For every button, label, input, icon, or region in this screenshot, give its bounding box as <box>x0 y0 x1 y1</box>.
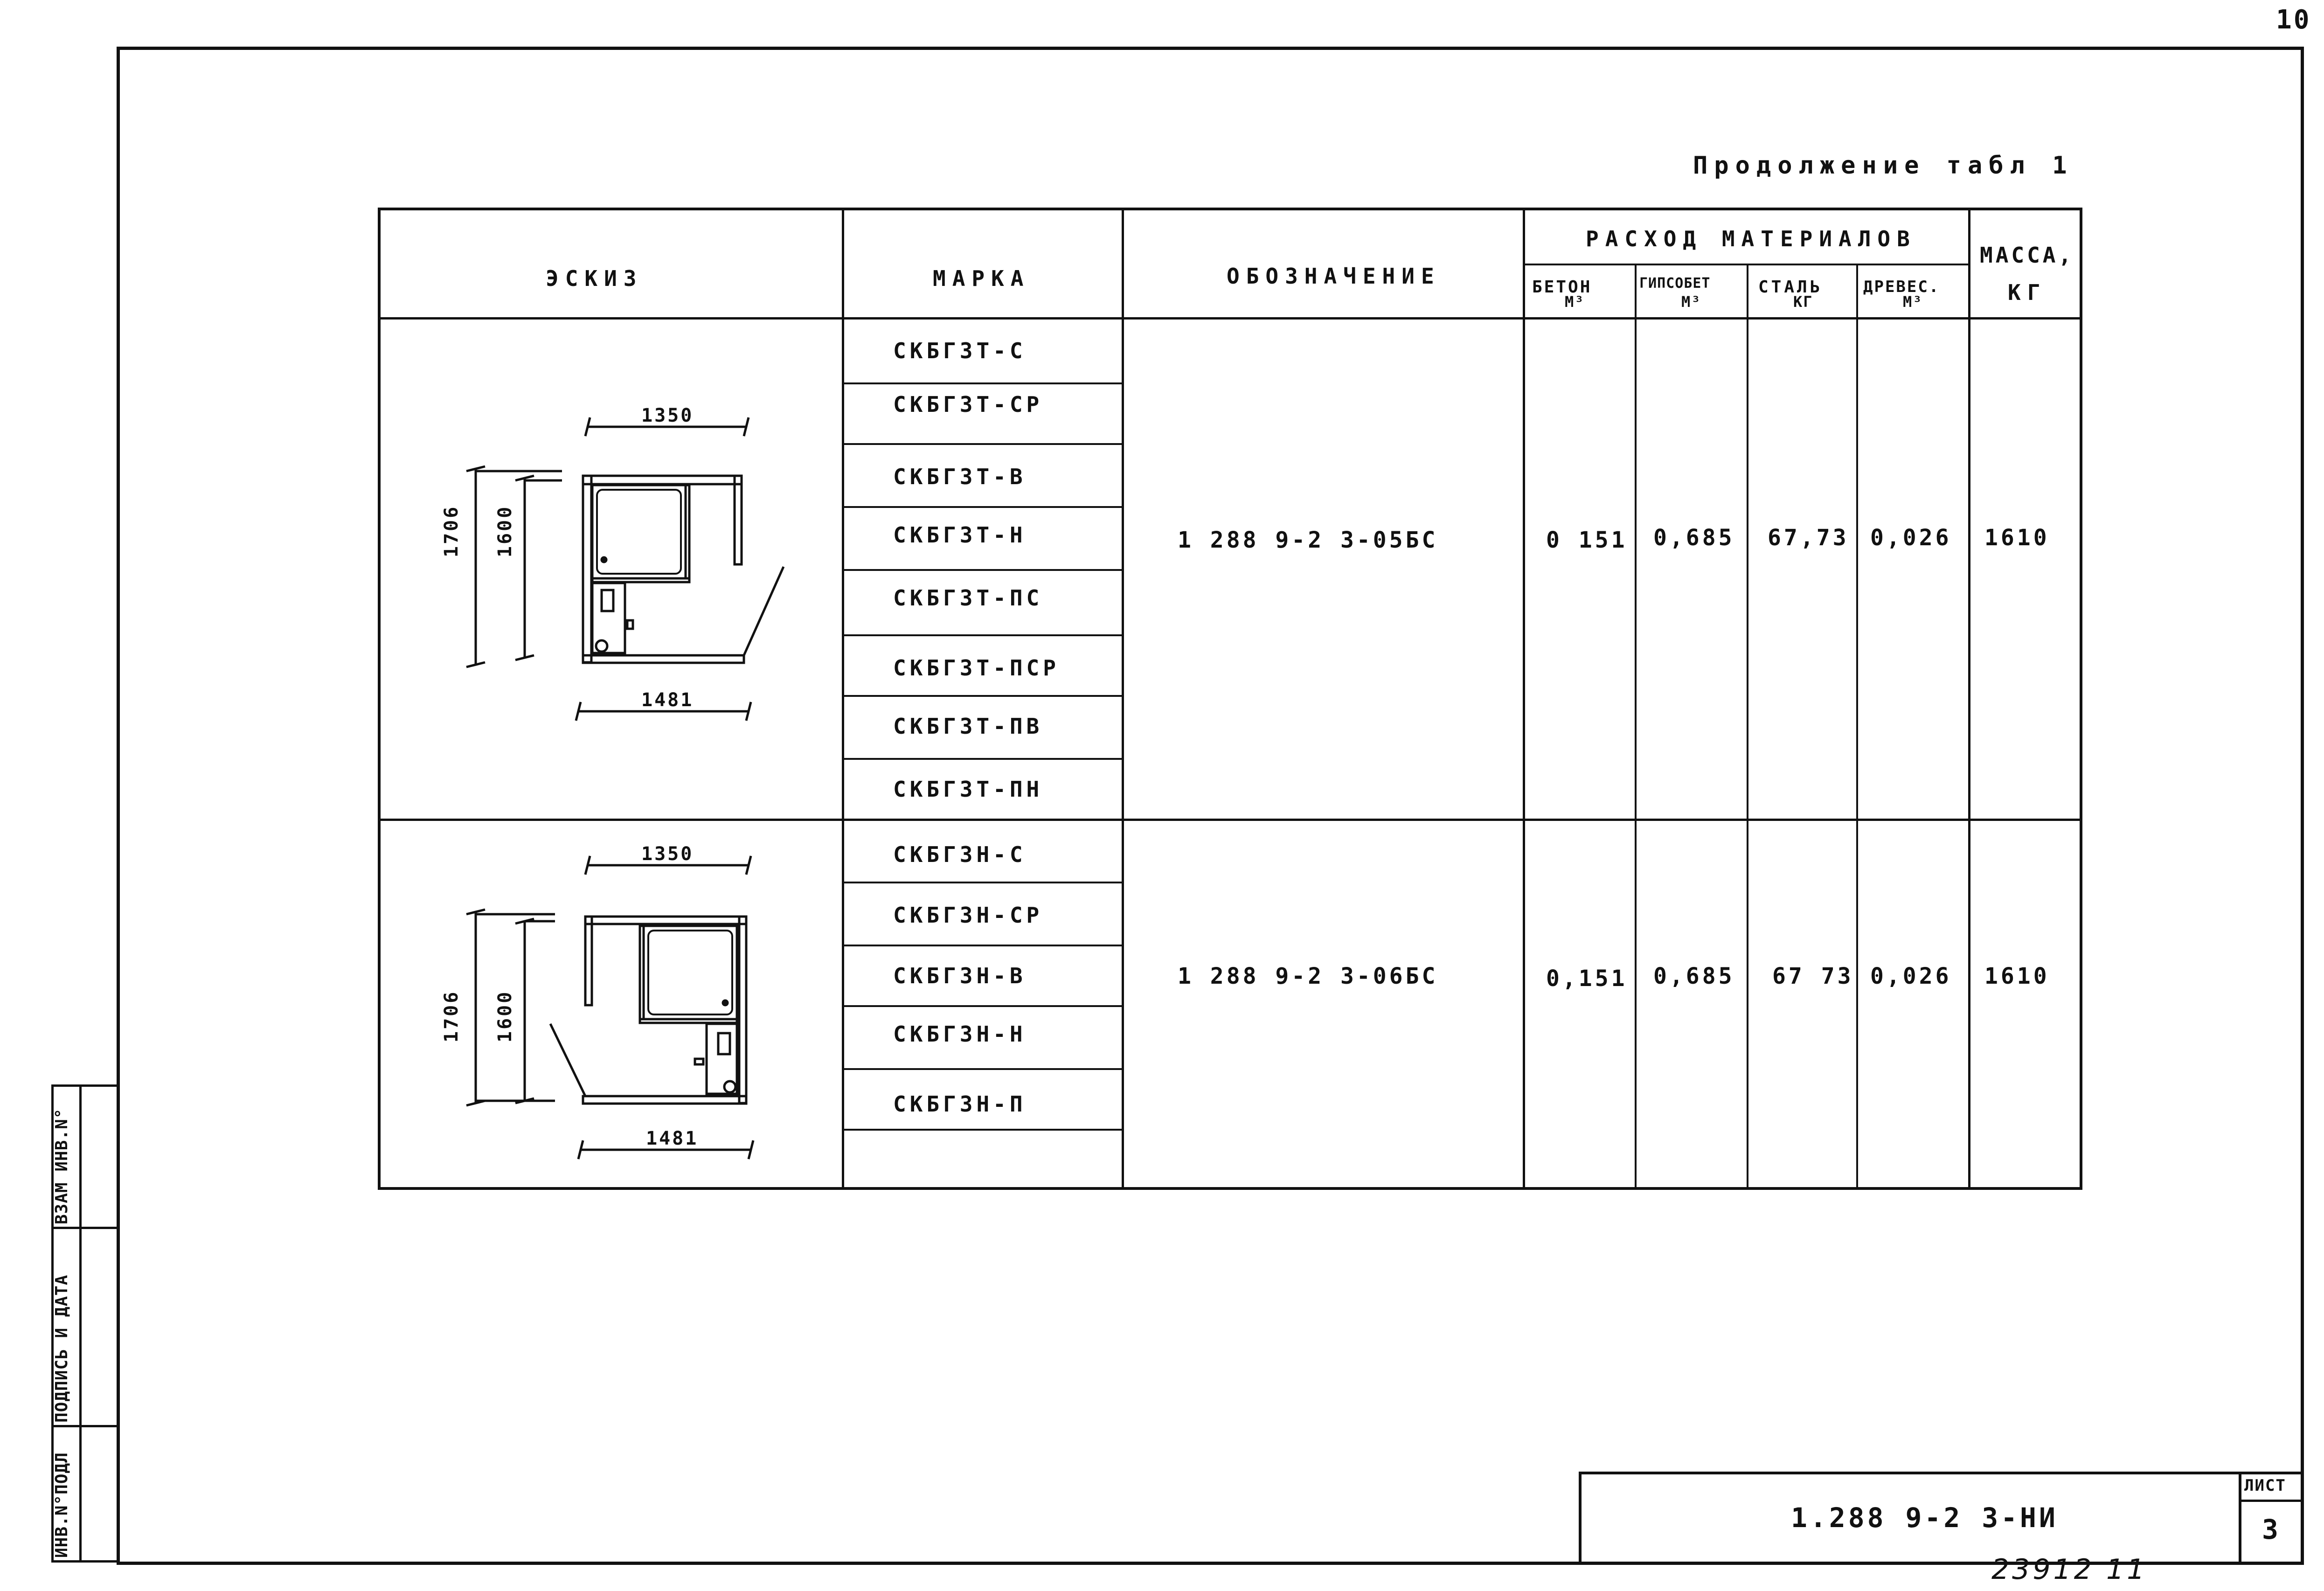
steel-value: 67 73 <box>1772 963 1854 989</box>
gypsum-value: 0,685 <box>1653 525 1735 551</box>
mark-item: СКБГ3Н-В <box>893 963 1027 988</box>
drawing-frame <box>117 47 2304 1565</box>
mark-item: СКБГ3Н-Н <box>893 1021 1027 1047</box>
mark-item: СКБГ3Н-С <box>893 842 1027 867</box>
steel-value: 67,73 <box>1768 525 1849 551</box>
mark-item: СКБГ3Т-С <box>893 338 1027 363</box>
header-mass: МАССА, <box>1980 243 2074 268</box>
header-wood-unit: М³ <box>1903 293 1923 311</box>
header-sketch: ЭСКИЗ <box>546 266 643 291</box>
footer-number: 23912 11 <box>1991 1553 2148 1586</box>
gypsum-value: 0,685 <box>1653 963 1735 989</box>
wood-value: 0,026 <box>1870 963 1952 989</box>
header-designation: ОБОЗНАЧЕНИЕ <box>1227 264 1441 289</box>
sheet-label: ЛИСТ <box>2244 1476 2286 1495</box>
dim-outer: 1706 <box>441 505 462 557</box>
concrete-value: 0,151 <box>1546 966 1628 992</box>
mark-item: СКБГ3Т-ПВ <box>893 714 1043 739</box>
mark-item: СКБГ3Т-Н <box>893 522 1027 548</box>
mass-value: 1610 <box>1984 963 2050 989</box>
header-concrete: БЕТОН <box>1532 278 1592 297</box>
header-gypsum-unit: М³ <box>1681 293 1701 311</box>
dim-top: 1350 <box>641 405 694 426</box>
mark-item: СКБГ3Н-СР <box>893 903 1043 928</box>
mark-item: СКБГ3Т-В <box>893 464 1027 489</box>
dim-outer: 1706 <box>441 990 462 1042</box>
mark-item: СКБГ3Т-ПН <box>893 777 1043 802</box>
mark-item: СКБГ3Т-ПС <box>893 585 1043 611</box>
stamp-sign-date: ПОДПИСЬ И ДАТА <box>52 1274 71 1423</box>
sheet-number: 3 <box>2262 1514 2279 1545</box>
designation-value: 1 288 9-2 3-05БС <box>1178 527 1438 553</box>
mark-item: СКБГ3Н-П <box>893 1091 1027 1117</box>
dim-bottom: 1481 <box>641 689 694 711</box>
stamp-replace-inv: ВЗАМ ИНВ.N° <box>52 1108 71 1224</box>
mass-value: 1610 <box>1984 525 2050 551</box>
page-number: 10 <box>2276 5 2311 35</box>
header-wood: ДРЕВЕС. <box>1863 278 1940 296</box>
header-concrete-unit: М³ <box>1565 293 1585 311</box>
header-gypsum: ГИПСОБЕТ <box>1639 275 1711 292</box>
title-code: 1.288 9-2 3-НИ <box>1791 1502 2058 1534</box>
header-steel: СТАЛЬ <box>1758 278 1823 297</box>
dim-inner: 1600 <box>494 990 516 1042</box>
dim-bottom: 1481 <box>646 1128 699 1149</box>
header-steel-unit: КГ <box>1793 293 1813 311</box>
header-materials: РАСХОД МАТЕРИАЛОВ <box>1586 226 1916 251</box>
dim-top: 1350 <box>641 843 694 865</box>
wood-value: 0,026 <box>1870 525 1952 551</box>
mark-item: СКБГ3Т-СР <box>893 392 1043 417</box>
header-mass-unit: КГ <box>2008 280 2047 305</box>
stamp-inv-orig: ИНВ.N°ПОДЛ <box>52 1452 71 1558</box>
mark-item: СКБГ3Т-ПСР <box>893 655 1060 681</box>
concrete-value: 0 151 <box>1546 527 1628 553</box>
dim-inner: 1600 <box>494 505 516 557</box>
table-caption: Продолжение табл 1 <box>1693 152 2074 180</box>
designation-value: 1 288 9-2 3-06БС <box>1178 963 1438 989</box>
header-mark: МАРКА <box>933 266 1030 291</box>
